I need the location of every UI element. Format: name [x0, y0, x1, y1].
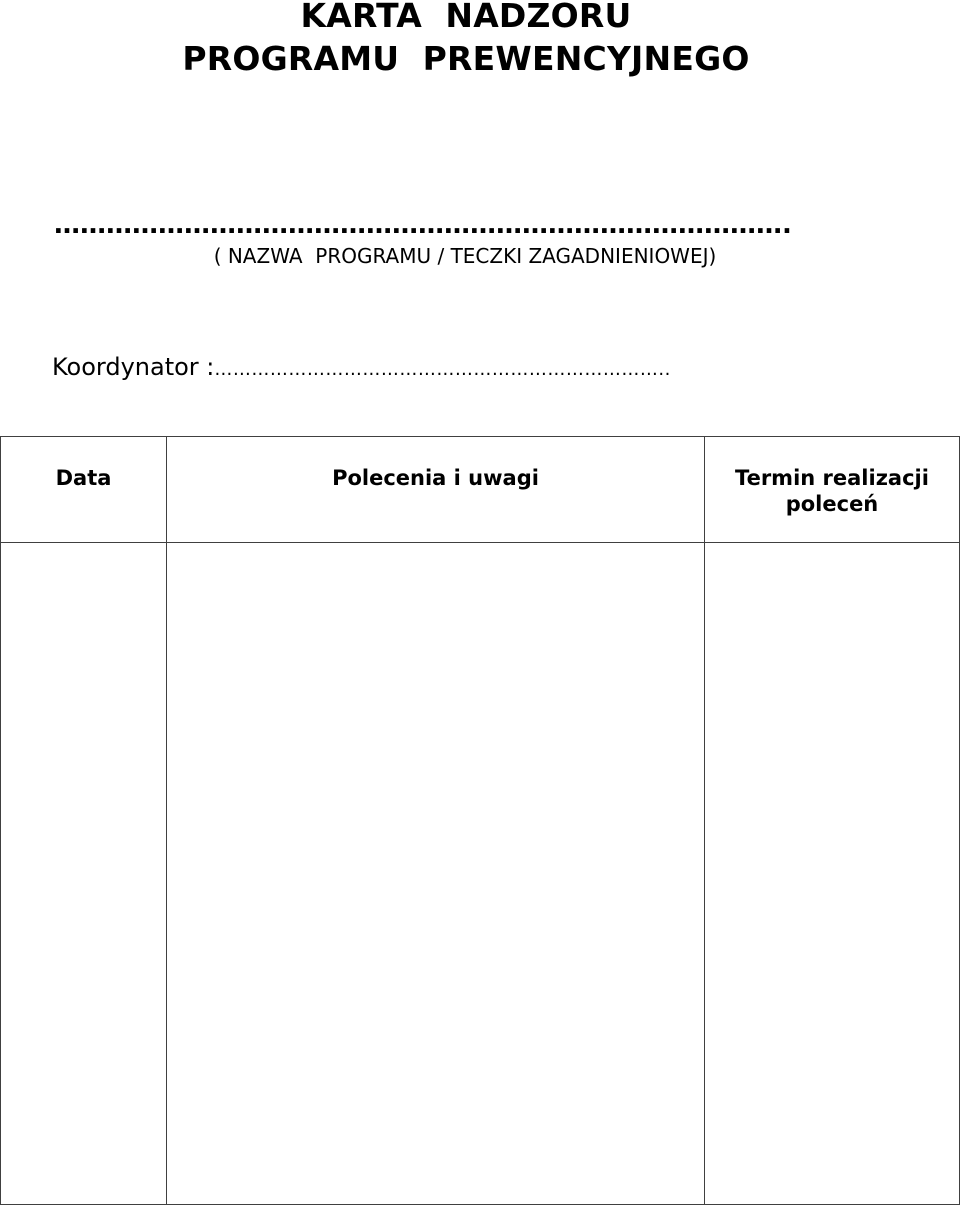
document-title-line-1: KARTA NADZORU	[300, 0, 632, 35]
coordinator-blank: ………………………………………………………………..	[214, 359, 671, 380]
supervision-table	[0, 436, 960, 1205]
document-title-line-2: PROGRAMU PREWENCYJNEGO	[182, 39, 750, 78]
table-header-row	[1, 437, 960, 543]
program-name-blank: ………………………………………………………………………….	[54, 212, 792, 238]
column-header-deadline-line-2: poleceń	[785, 492, 879, 516]
column-header-date: Data	[1, 437, 167, 543]
column-header-deadline	[705, 437, 960, 543]
date-cell[interactable]	[1, 543, 167, 1205]
table-row	[1, 543, 960, 1205]
instructions-cell[interactable]	[167, 543, 705, 1205]
program-name-caption: ( NAZWA PROGRAMU / TECZKI ZAGADNIENIOWEJ)	[213, 244, 717, 268]
coordinator-label: Koordynator :	[52, 353, 215, 381]
column-header-deadline-line-1: Termin realizacji	[735, 466, 929, 490]
column-header-instructions: Polecenia i uwagi	[167, 437, 705, 543]
deadline-cell[interactable]	[705, 543, 960, 1205]
coordinator-field	[52, 354, 671, 380]
